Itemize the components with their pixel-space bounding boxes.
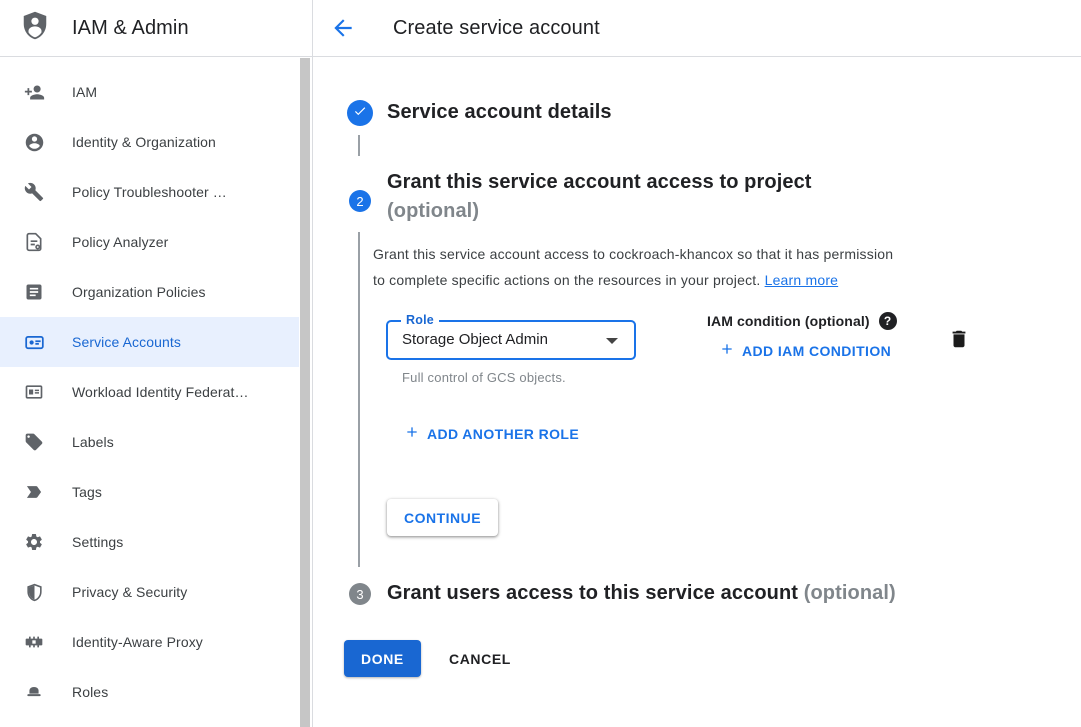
sidebar-item-workload-identity-federation[interactable] [0,367,299,417]
plus-icon [719,341,735,360]
sidebar-item-iam[interactable] [0,67,299,117]
description-line: Grant this service account access to cockroach-khancox so that it has permission [373,246,894,262]
sidebar-item-labels[interactable] [0,417,299,467]
sidebar-item-label: Tags [72,484,102,500]
label-tag-icon [23,431,45,453]
role-select[interactable] [386,313,636,360]
tag-arrow-icon [23,481,45,503]
app-title: IAM & Admin [72,16,189,39]
proxy-icon [23,631,45,653]
hat-icon [23,681,45,703]
plus-icon [404,424,420,443]
card-icon [23,381,45,403]
sidebar-item-label: Workload Identity Federat… [72,384,249,400]
sidebar-item-label: Service Accounts [72,334,181,350]
sidebar-item-label: Policy Analyzer [72,234,169,250]
shield-icon [23,581,45,603]
sidebar-item-policy-troubleshooter[interactable] [0,167,299,217]
trash-icon[interactable] [946,327,972,353]
step3-optional-label: (optional) [803,582,896,604]
step2-number-badge [349,190,371,212]
add-iam-condition-label: ADD IAM CONDITION [742,342,892,359]
step1-complete-badge [347,100,373,126]
iam-shield-person-icon [20,10,50,46]
step3-title-text: Grant users access to this service account [387,582,799,604]
step2-number: 2 [356,193,364,209]
add-another-role-button[interactable] [404,424,579,443]
policy-analyzer-doc-icon [23,231,45,253]
sidebar-scrollbar-thumb[interactable] [300,58,310,727]
sidebar-item-privacy-security[interactable] [0,567,299,617]
sidebar-item-label: Organization Policies [72,284,206,300]
article-icon [23,281,45,303]
step2-description [373,241,893,293]
gear-icon [23,531,45,553]
sidebar-item-tags[interactable] [0,467,299,517]
sidebar-item-policy-analyzer[interactable] [0,217,299,267]
iam-condition-header [707,312,897,330]
page-title: Create service account [393,16,600,39]
step3-number-badge [349,583,371,605]
step3-number: 3 [356,586,364,602]
sidebar-item-organization-policies[interactable] [0,267,299,317]
step-connector [358,232,360,567]
sidebar-item-label: Policy Troubleshooter … [72,184,227,200]
learn-more-link[interactable]: Learn more [764,272,839,288]
role-helper-text: Full control of GCS objects. [402,370,566,385]
app-brand [20,0,189,56]
sidebar-item-label: Identity-Aware Proxy [72,634,203,650]
sidebar-item-service-accounts[interactable] [0,317,299,367]
help-icon[interactable]: ? [879,312,897,330]
cancel-button[interactable]: CANCEL [441,640,519,677]
iam-condition-label: IAM condition (optional) [707,313,870,329]
account-circle-icon [23,131,45,153]
sidebar-item-settings[interactable] [0,517,299,567]
step-connector [358,135,360,156]
step2-optional-label: (optional) [387,200,480,222]
page-header [313,0,1081,56]
description-line: to complete specific actions on the resources in your project. [373,272,761,288]
sidebar-scrollbar [299,58,311,727]
check-icon [353,104,367,123]
arrow-back-icon[interactable] [330,15,356,41]
add-iam-condition-button[interactable] [719,341,891,360]
sidebar-border [312,0,313,727]
step3-title [387,582,896,605]
continue-button[interactable]: CONTINUE [387,499,498,536]
step2-title: Grant this service account access to project [387,171,812,193]
sidebar-item-label: Identity & Organization [72,134,216,150]
step1-title: Service account details [387,101,612,123]
role-field-label: Role [401,313,439,327]
add-another-role-label: ADD ANOTHER ROLE [427,425,580,442]
sidebar-item-identity-organization[interactable] [0,117,299,167]
sidebar-item-label: Labels [72,434,114,450]
sidebar-item-label: Roles [72,684,109,700]
sidebar-item-label: Settings [72,534,124,550]
person-add-icon [23,81,45,103]
role-selected-value: Storage Object Admin [402,331,548,348]
sidebar [0,57,299,727]
sidebar-item-label: IAM [72,84,98,100]
dropdown-caret-icon [606,338,618,344]
sidebar-item-label: Privacy & Security [72,584,188,600]
done-button[interactable]: DONE [344,640,421,677]
sidebar-item-identity-aware-proxy[interactable] [0,617,299,667]
sidebar-item-roles[interactable] [0,667,299,717]
service-account-icon [23,331,45,353]
wrench-icon [23,181,45,203]
